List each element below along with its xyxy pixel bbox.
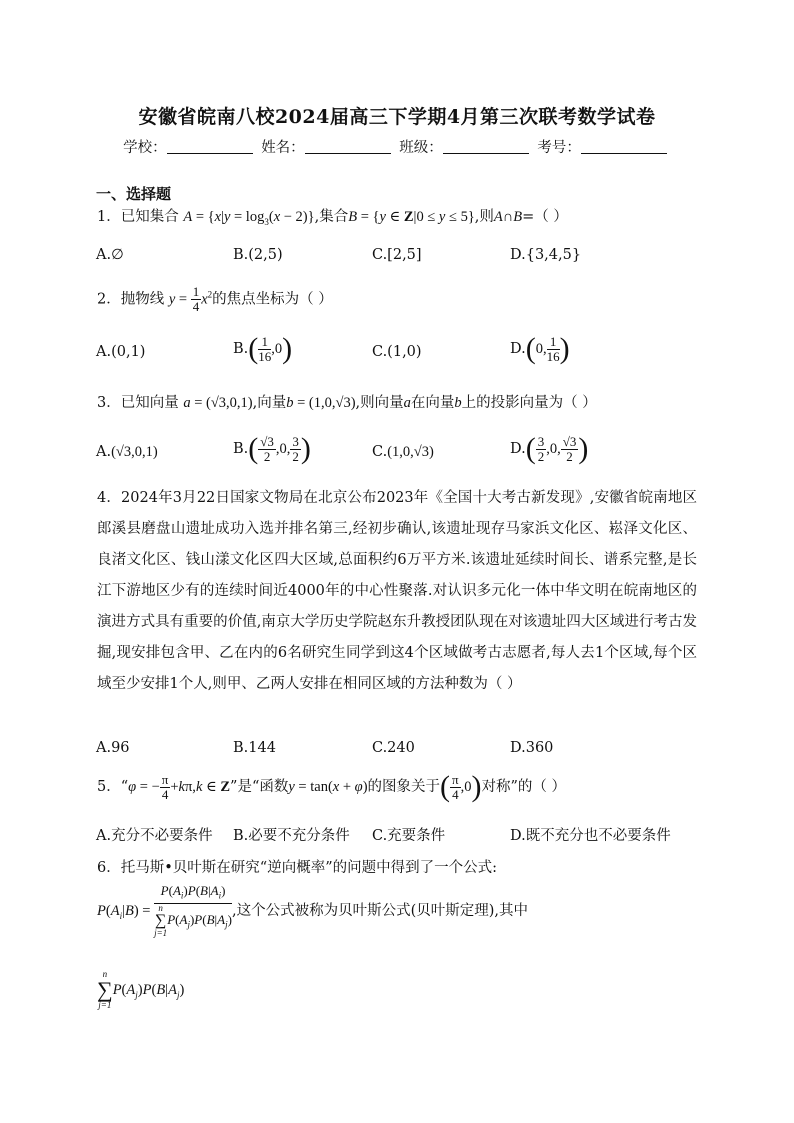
question-2: 2．抛物线 y = $\frac{1}{4}$ $x^2$的焦点坐标为（ ）	[97, 284, 333, 314]
q5-option-d[interactable]: D.既不充分也不必要条件	[510, 828, 671, 844]
question-3: 3．已知向量 a = (√3,0,1),向量b = (1,0,√3),则向量a在向量b上的投影向量为（ ）	[97, 395, 597, 411]
name-blank[interactable]	[305, 139, 391, 154]
q2-option-b[interactable]: B.( $\frac{1}{16}$ ,0)	[233, 332, 293, 365]
q2-prefix: 2．抛物线	[97, 291, 165, 308]
q4-option-b[interactable]: B.144	[233, 740, 276, 756]
number-label: 考号：	[537, 140, 581, 156]
question-1: 1．已知集合 $A = \{x|y = \log_3(x - 2)\}$,集合B = {y ∈ Z|0 ≤ y ≤ 5},则A∩B=（ ）	[97, 209, 568, 227]
q4-option-c[interactable]: C.240	[372, 740, 415, 756]
number-blank[interactable]	[581, 139, 667, 154]
q2-option-a[interactable]: A.(0,1)	[96, 344, 146, 360]
q1-tail: =（ ）	[522, 209, 568, 225]
q1-text-c: ,则	[474, 209, 494, 225]
q1-option-b[interactable]: B.(2,5)	[233, 247, 283, 263]
q1-text-b: ,集合	[314, 209, 349, 225]
section-heading: 一、选择题	[96, 185, 172, 203]
page-title: 安徽省皖南八校2024届高三下学期4月第三次联考数学试卷	[138, 106, 656, 128]
class-blank[interactable]	[443, 139, 529, 154]
q2-option-d[interactable]: D.(0, $\frac{1}{16}$ )	[510, 332, 570, 365]
q4-option-a[interactable]: A.96	[96, 740, 130, 756]
class-label: 班级：	[399, 140, 443, 156]
q1-option-a[interactable]: A.∅	[96, 247, 124, 263]
q3-option-c[interactable]: C.(1,0,√3)	[372, 444, 434, 460]
school-label: 学校：	[123, 140, 167, 156]
student-info-line	[0, 136, 794, 157]
q1-option-c[interactable]: C.[2,5]	[372, 247, 422, 263]
question-6-line1: 6．托马斯•贝叶斯在研究“逆向概率”的问题中得到了一个公式:	[97, 860, 497, 876]
q2-option-c[interactable]: C.(1,0)	[372, 344, 422, 360]
q3-option-b[interactable]: B.( $\frac{√3}{2}$ ,0, $\frac{3}{2}$ )	[233, 432, 311, 465]
q3-prefix: 3．已知向量	[97, 395, 179, 411]
q3-option-d[interactable]: D.( $\frac{3}{2}$ ,0, $\frac{√3}{2}$ )	[510, 432, 589, 465]
q2-fraction: $\frac{1}{4}$	[192, 284, 200, 314]
q3-option-a[interactable]: A.(√3,0,1)	[96, 444, 158, 460]
school-blank[interactable]	[167, 139, 253, 154]
q5-option-b[interactable]: B.必要不充分条件	[233, 828, 350, 844]
question-4: 4．2024年3月22日国家文物局在北京公布2023年《全国十大考古新发现》,安徽省皖南地区郎溪县磨盘山遗址成功入选并排名第三,经初步确认,该遗址现存马家浜文化区、崧泽文化区、良渚文化区、钱山漾文化区四大区域,总面积约6万平方米.该遗址延续时间长、谱系完整,是长江下游地区少有的连续时间近4000年的中心性聚落.对认识多元化一体中华文明在皖南地区的演进方式具有重要的价值,南京大学历史学院赵东升教授团队现在对该遗址四大区域进行考古发掘,现安排包含甲、乙在内的6名研究生同学到这4个区域做考古志愿者,每人去1个区域,每个区域至少安排1个人,则甲、乙两人安排在相同区域的方法种数为（ ）	[97, 490, 697, 692]
q1-set-a: A	[183, 209, 193, 225]
name-label: 姓名：	[261, 140, 305, 156]
q1-option-d[interactable]: D.{3,4,5}	[510, 247, 582, 263]
bayes-sum: n ∑ j=1 $P(A_j)P(B|A_j)$	[97, 969, 185, 1010]
q6-after: ,这个公式被称为贝叶斯公式(贝叶斯定理),其中	[231, 902, 528, 919]
q4-option-d[interactable]: D.360	[510, 740, 554, 756]
q2-tail: 的焦点坐标为（ ）	[212, 291, 333, 308]
question-5: 5．“φ = − $\frac{\pi}{4}$ +kπ,k ∈ Z”是“函数y = tan(x + φ)的图象关于( $\frac{\pi}{4}$ ,0)对称”的（ ）	[97, 770, 567, 803]
bayes-formula: $P(A_i|B)$ = $P(A_i)P(B|A_i)$ n ∑ j=1 $P(A_j)P(B|A_j)$ ,这个公式被称为贝叶斯公式(贝叶斯定理),其中	[97, 883, 528, 938]
q5-option-a[interactable]: A.充分不必要条件	[96, 828, 213, 844]
q1-prefix: 1．已知集合	[97, 209, 179, 225]
q5-option-c[interactable]: C.充要条件	[372, 828, 446, 844]
